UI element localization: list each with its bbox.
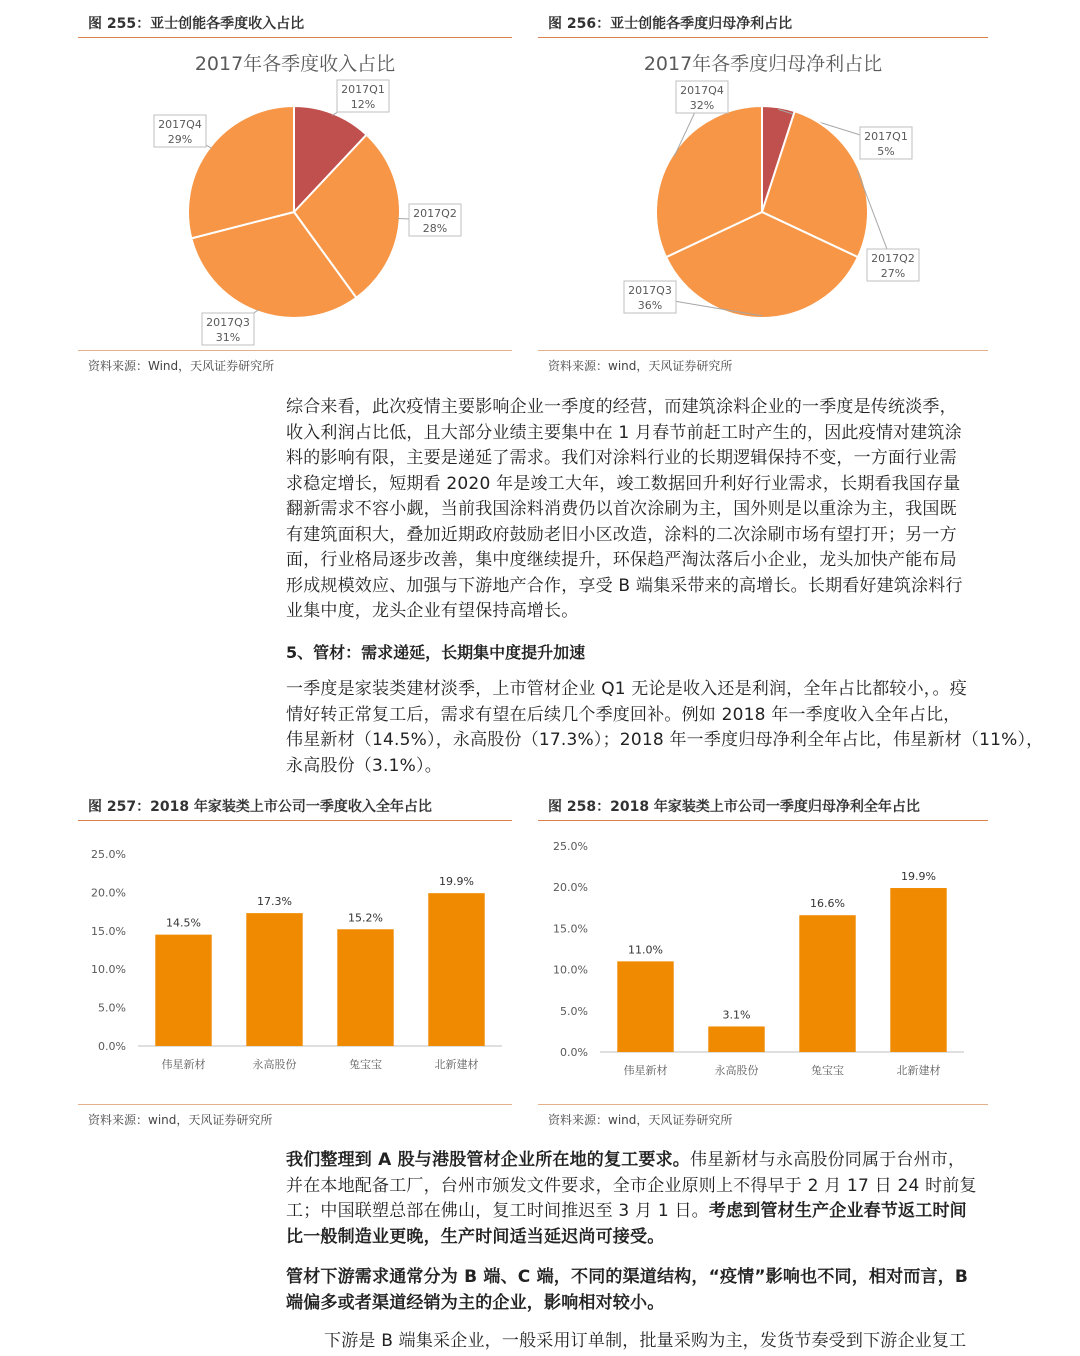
figure-256-bottom-rule	[538, 350, 988, 351]
paragraph-coatings-summary	[286, 395, 994, 625]
para1-line: 有建筑面积大，叠加近期政府鼓励老旧小区改造，涂料的二次涂刷市场有望打开；另一方	[286, 524, 957, 545]
x-tick-label: 永高股份	[714, 1064, 759, 1077]
bar-value-label: 14.5%	[166, 916, 201, 930]
y-tick-label: 20.0%	[91, 886, 126, 900]
figure-255-top-rule	[78, 37, 512, 38]
para3-line	[286, 1199, 994, 1225]
figure-257-top-rule	[78, 820, 512, 821]
para3-line: 并在本地配备工厂，台州市颁发文件要求，全市企业原则上不得早于 2 月 17 日 24 时前复	[286, 1175, 977, 1196]
bar-value-label: 19.9%	[439, 875, 474, 889]
figure-258-top-rule	[538, 820, 988, 821]
pie-callout-2017Q2	[409, 204, 461, 236]
pie-value-label: 32%	[689, 99, 715, 112]
paragraph-b-end-procurement	[324, 1329, 994, 1355]
section-heading-pipes: 5、管材：需求递延，长期集中度提升加速	[286, 643, 586, 662]
bar-value-label: 17.3%	[257, 895, 292, 909]
figure-256-caption: 图 256：亚士创能各季度归母净利占比	[548, 16, 793, 32]
figure-256-top-rule	[538, 37, 988, 38]
para1-line: 面，行业格局逐步改善，集中度继续提升，环保趋严淘汰落后小企业，龙头加快产能布局	[286, 550, 957, 570]
pie-label: 2017Q1	[341, 83, 385, 96]
y-tick-label: 20.0%	[553, 881, 588, 895]
paragraph-resumption-requirements	[286, 1148, 994, 1250]
bar-北新建材	[890, 888, 946, 1052]
para4-line: 端偏多或者渠道经销为主的企业，影响相对较小。	[286, 1292, 665, 1313]
figure-257-bar-chart	[78, 822, 512, 1102]
para3-bold-lead: 我们整理到 A 股与港股管材企业所在地的复工要求。	[286, 1150, 690, 1170]
figure-258-bar-chart	[538, 822, 988, 1102]
paragraph-channel-structure	[286, 1265, 994, 1316]
x-tick-label: 北新建材	[896, 1064, 941, 1077]
bar-永高股份	[246, 913, 302, 1046]
x-tick-label: 永高股份	[252, 1058, 297, 1071]
para3-rest: 伟星新材与永高股份同属于台州市，	[690, 1150, 966, 1170]
pie-callout-2017Q3	[624, 281, 676, 313]
y-tick-label: 10.0%	[91, 963, 126, 977]
figure-257-source: 资料来源：wind，天风证券研究所	[88, 1113, 273, 1127]
figure-255-caption: 图 255：亚士创能各季度收入占比	[88, 16, 305, 32]
pie-value-label: 28%	[422, 222, 448, 235]
para3-plain: 工；中国联塑总部在佛山，复工时间推迟至 3 月 1 日。	[286, 1201, 709, 1221]
paragraph-pipes-seasonality	[286, 677, 1044, 779]
bar-北新建材	[428, 893, 484, 1046]
pie-callout-2017Q1	[860, 127, 912, 159]
figure-256-source: 资料来源：wind，天风证券研究所	[548, 359, 733, 373]
pie-value-label: 29%	[167, 133, 193, 146]
bar-兔宝宝	[337, 929, 393, 1046]
pie-callout-2017Q1	[337, 80, 389, 112]
pie-label: 2017Q2	[871, 252, 915, 265]
pie-title: 2017年各季度收入占比	[194, 53, 396, 75]
para1-line: 综合来看，此次疫情主要影响企业一季度的经营，而建筑涂料企业的一季度是传统淡季，	[286, 397, 957, 417]
pie-callout-2017Q4	[154, 115, 206, 147]
bar-value-label: 3.1%	[722, 1008, 751, 1022]
y-tick-label: 5.0%	[560, 1004, 588, 1018]
y-tick-label: 25.0%	[553, 840, 588, 853]
pie-label: 2017Q1	[864, 130, 908, 143]
pie-title: 2017年各季度归母净利占比	[643, 53, 883, 75]
para1-line: 翻新需求不容小觑，当前我国涂料消费仍以首次涂刷为主，国外则是以重涂为主，我国既	[286, 499, 957, 519]
figure-255-bottom-rule	[78, 350, 512, 351]
pie-value-label: 27%	[880, 267, 906, 280]
y-tick-label: 10.0%	[553, 963, 588, 977]
x-tick-label: 兔宝宝	[811, 1064, 844, 1077]
y-tick-label: 15.0%	[553, 922, 588, 936]
bar-伟星新材	[617, 961, 673, 1052]
para5-line: 下游是 B 端集采企业，一般采用订单制，批量采购为主，发货节奏受到下游企业复工	[324, 1331, 967, 1351]
pie-label: 2017Q4	[680, 84, 724, 97]
figure-258-bottom-rule	[538, 1104, 988, 1105]
bar-value-label: 16.6%	[810, 897, 845, 911]
figure-258-source: 资料来源：wind，天风证券研究所	[548, 1113, 733, 1127]
y-tick-label: 5.0%	[98, 1001, 126, 1015]
para2-line: 一季度是家装类建材淡季，上市管材企业 Q1 无论是收入还是利润，全年占比都较小，。疫	[286, 679, 967, 699]
x-tick-label: 伟星新材	[623, 1064, 668, 1077]
y-tick-label: 15.0%	[91, 924, 126, 938]
x-tick-label: 兔宝宝	[349, 1058, 382, 1071]
bar-永高股份	[708, 1026, 764, 1052]
para1-line: 料的影响有限，主要是递延了需求。我们对涂料行业的长期逻辑保持不变，一方面行业需	[286, 448, 957, 468]
x-tick-label: 北新建材	[434, 1058, 479, 1071]
bar-value-label: 15.2%	[348, 911, 383, 925]
para2-line: 情好转正常复工后，需求有望在后续几个季度回补。例如 2018 年一季度收入全年占比，	[286, 704, 961, 725]
pie-value-label: 36%	[637, 299, 663, 312]
figure-257-bottom-rule	[78, 1104, 512, 1105]
para2-line: 伟星新材（14.5%），永高股份（17.3%）；2018 年一季度归母净利全年占比，伟星新材（11%），	[286, 730, 1044, 750]
pie-label: 2017Q3	[628, 284, 672, 297]
pie-value-label: 31%	[215, 331, 241, 344]
pie-callout-2017Q3	[202, 313, 254, 345]
x-tick-label: 伟星新材	[161, 1058, 206, 1071]
para1-line: 收入利润占比低，且大部分业绩主要集中在 1 月春节前赶工时产生的，因此疫情对建筑涂	[286, 422, 962, 443]
figure-257-caption: 图 257：2018 年家装类上市公司一季度收入全年占比	[88, 799, 432, 815]
para1-line: 形成规模效应、加强与下游地产合作，享受 B 端集采带来的高增长。长期看好建筑涂料行	[286, 575, 963, 596]
pie-label: 2017Q3	[206, 316, 250, 329]
y-tick-label: 0.0%	[98, 1040, 126, 1053]
para4-line: 管材下游需求通常分为 B 端、C 端，不同的渠道结构，“疫情”影响也不同，相对而言，B	[286, 1267, 969, 1287]
para3-bold-tail: 考虑到管材生产企业春节返工时间	[708, 1201, 967, 1221]
y-tick-label: 25.0%	[91, 848, 126, 861]
figure-255-source: 资料来源：Wind，天风证券研究所	[88, 359, 275, 373]
figure-258-caption: 图 258：2018 年家装类上市公司一季度归母净利全年占比	[548, 799, 920, 815]
para3-line	[286, 1148, 994, 1174]
bar-value-label: 19.9%	[901, 870, 936, 884]
pie-label: 2017Q2	[413, 207, 457, 220]
para1-line: 求稳定增长，短期看 2020 年是竣工大年，竣工数据回升利好行业需求，长期看我国存量	[286, 473, 961, 494]
figure-255-pie-chart	[78, 40, 512, 350]
para1-line: 业集中度，龙头企业有望保持高增长。	[286, 601, 579, 621]
para2-line: 永高股份（3.1%）。	[286, 755, 442, 776]
figure-256-pie-chart	[538, 40, 988, 350]
bar-伟星新材	[155, 935, 211, 1046]
pie-value-label: 5%	[877, 145, 895, 158]
bar-兔宝宝	[799, 915, 855, 1052]
pie-callout-2017Q4	[676, 81, 728, 113]
pie-value-label: 12%	[350, 98, 376, 111]
pie-label: 2017Q4	[158, 118, 202, 131]
pie-callout-2017Q2	[867, 249, 919, 281]
bar-value-label: 11.0%	[628, 943, 663, 957]
y-tick-label: 0.0%	[560, 1046, 588, 1059]
para3-line: 比一般制造业更晚，生产时间适当延迟尚可接受。	[286, 1226, 665, 1247]
